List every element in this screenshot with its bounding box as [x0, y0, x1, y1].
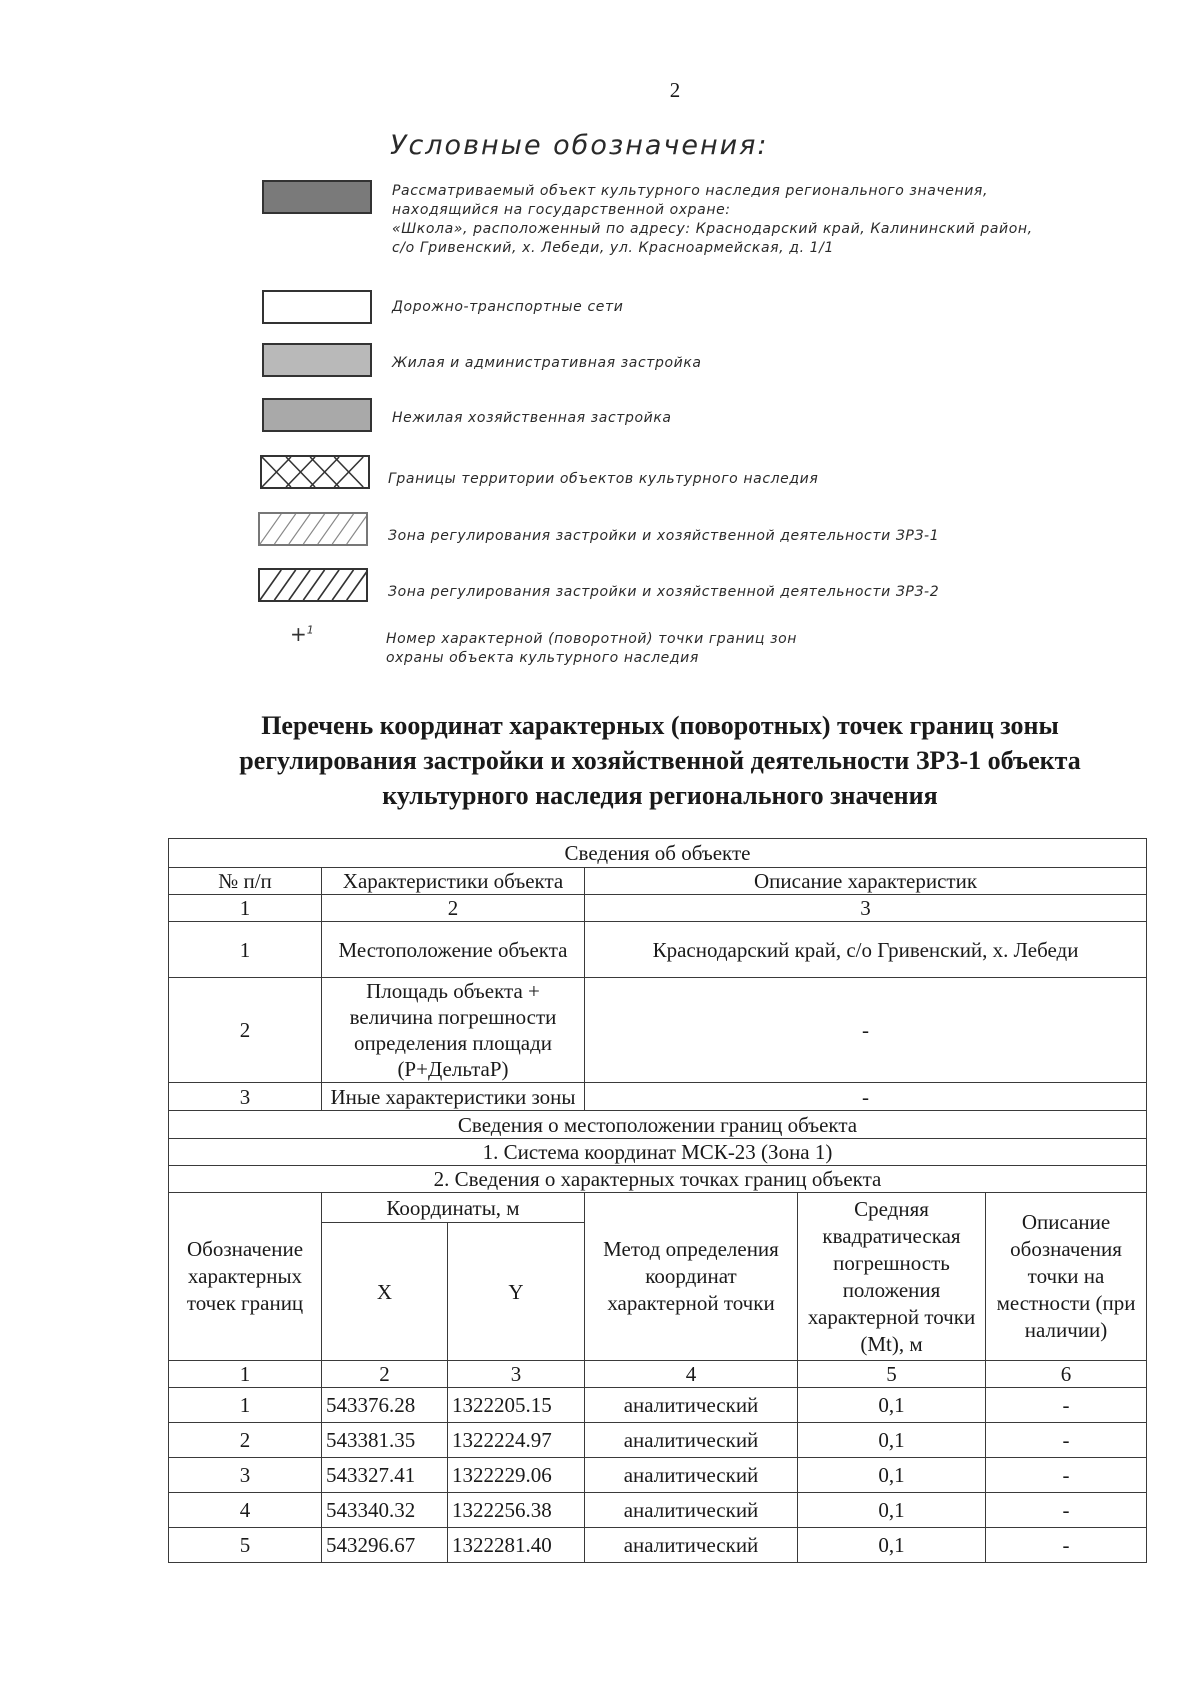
point-y: 1322205.15 — [448, 1388, 585, 1423]
col-number: 2 — [322, 895, 585, 922]
point-description: - — [986, 1423, 1147, 1458]
point-error: 0,1 — [798, 1388, 986, 1423]
point-method: аналитический — [585, 1458, 798, 1493]
point-description: - — [986, 1458, 1147, 1493]
document-title: Перечень координат характерных (поворотных) точек границ зоны регулирования застройки и хозяйственной деятельности ЗРЗ-1 объекта культурного наследия регионального значения — [239, 711, 1081, 810]
table-row — [169, 1458, 1147, 1493]
page-number: 2 — [669, 78, 681, 102]
table-row — [169, 1493, 1147, 1528]
col-header-num: № п/п — [169, 868, 322, 895]
point-x: 543296.67 — [322, 1528, 448, 1563]
legend-label-zrz1: Зона регулирования застройки и хозяйственной деятельности ЗРЗ-1 — [388, 528, 940, 544]
row-name: Иные характеристики зоны — [322, 1083, 585, 1111]
point-id: 3 — [169, 1458, 322, 1493]
legend-swatch-nonresidential — [262, 398, 372, 432]
point-x: 543381.35 — [322, 1423, 448, 1458]
col-number: 5 — [798, 1361, 986, 1388]
col-header-x: X — [322, 1223, 448, 1361]
col-header-designation: Обозначение характерных точек границ — [169, 1193, 322, 1361]
coord-system: 1. Система координат МСК-23 (Зона 1) — [169, 1139, 1147, 1166]
point-error: 0,1 — [798, 1423, 986, 1458]
point-description: - — [986, 1493, 1147, 1528]
points-header: 2. Сведения о характерных точках границ объекта — [169, 1166, 1147, 1193]
table-row — [169, 1388, 1147, 1423]
point-id: 5 — [169, 1528, 322, 1563]
point-method: аналитический — [585, 1423, 798, 1458]
coordinates-table — [168, 838, 1147, 1563]
col-header-method: Метод определения координат характерной точки — [585, 1193, 798, 1361]
row-value: Краснодарский край, с/о Гривенский, х. Лебеди — [585, 922, 1147, 978]
col-number: 3 — [448, 1361, 585, 1388]
legend-label-residential: Жилая и административная застройка — [392, 355, 702, 371]
legend-title: Условные обозначения: — [390, 130, 769, 161]
col-header-characteristics: Характеристики объекта — [322, 868, 585, 895]
point-method: аналитический — [585, 1493, 798, 1528]
legend-label-zrz2: Зона регулирования застройки и хозяйственной деятельности ЗРЗ-2 — [388, 584, 940, 600]
point-error: 0,1 — [798, 1458, 986, 1493]
legend-swatch-residential — [262, 343, 372, 377]
col-header-point-description: Описание обозначения точки на местности (при наличии) — [986, 1193, 1147, 1361]
table-row — [169, 1528, 1147, 1563]
point-id: 1 — [169, 1388, 322, 1423]
table-row — [169, 1083, 1147, 1111]
point-id: 4 — [169, 1493, 322, 1528]
point-marker-icon: +$^1$ — [290, 622, 314, 646]
location-header: Сведения о местоположении границ объекта — [169, 1111, 1147, 1139]
row-value: - — [585, 978, 1147, 1083]
col-header-y: Y — [448, 1223, 585, 1361]
point-x: 543340.32 — [322, 1493, 448, 1528]
col-number: 1 — [169, 1361, 322, 1388]
table-row — [169, 1423, 1147, 1458]
row-value: - — [585, 1083, 1147, 1111]
row-num: 2 — [169, 978, 322, 1083]
legend-swatch-heritage-boundaries — [260, 455, 370, 489]
legend-label-heritage-boundaries: Границы территории объектов культурного наследия — [388, 471, 819, 487]
col-number: 1 — [169, 895, 322, 922]
col-header-description: Описание характеристик — [585, 868, 1147, 895]
legend-swatch-zrz1 — [258, 512, 368, 546]
point-description: - — [986, 1388, 1147, 1423]
legend-label-point-marker: Номер характерной (поворотной) точки границ зон охраны объекта культурного наследия — [386, 631, 798, 666]
point-x: 543376.28 — [322, 1388, 448, 1423]
point-y: 1322229.06 — [448, 1458, 585, 1493]
point-y: 1322256.38 — [448, 1493, 585, 1528]
point-y: 1322224.97 — [448, 1423, 585, 1458]
row-name: Местоположение объекта — [322, 922, 585, 978]
col-number: 3 — [585, 895, 1147, 922]
row-num: 1 — [169, 922, 322, 978]
point-x: 543327.41 — [322, 1458, 448, 1493]
point-y: 1322281.40 — [448, 1528, 585, 1563]
legend-label-roads: Дорожно-транспортные сети — [392, 299, 624, 315]
legend-label-nonresidential: Нежилая хозяйственная застройка — [392, 410, 672, 426]
point-id: 2 — [169, 1423, 322, 1458]
legend-label-heritage-object: Рассматриваемый объект культурного наследия регионального значения, находящийся на государственной охране: «Школа», расположенный по адресу: Краснодарский край, Калининский район, с/о Гривенский, х. Лебеди, ул. Красноармейская, д. 1/1 — [392, 183, 1033, 256]
col-header-coords: Координаты, м — [322, 1193, 585, 1223]
legend-swatch-roads — [262, 290, 372, 324]
col-number: 6 — [986, 1361, 1147, 1388]
point-method: аналитический — [585, 1388, 798, 1423]
point-error: 0,1 — [798, 1528, 986, 1563]
row-name: Площадь объекта + величина погрешности определения площади (Р+ДельтаР) — [322, 978, 585, 1083]
row-num: 3 — [169, 1083, 322, 1111]
point-description: - — [986, 1528, 1147, 1563]
point-method: аналитический — [585, 1528, 798, 1563]
point-error: 0,1 — [798, 1493, 986, 1528]
table-row — [169, 978, 1147, 1083]
col-number: 4 — [585, 1361, 798, 1388]
table-row — [169, 922, 1147, 978]
col-header-error: Средняя квадратическая погрешность положения характерной точки (Mt), м — [798, 1193, 986, 1361]
object-info-header: Сведения об объекте — [169, 839, 1147, 868]
col-number: 2 — [322, 1361, 448, 1388]
legend-swatch-heritage-object — [262, 180, 372, 214]
legend-swatch-zrz2 — [258, 568, 368, 602]
